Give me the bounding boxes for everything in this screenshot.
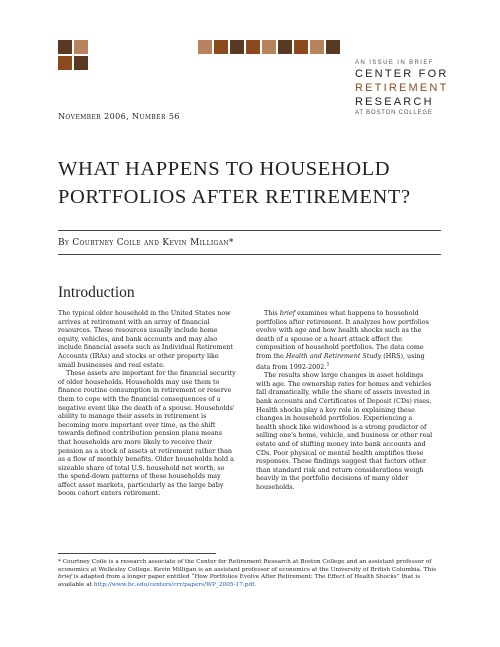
brand-square xyxy=(326,40,340,54)
brand-square xyxy=(58,40,72,54)
brand-square xyxy=(262,40,276,54)
brand-square xyxy=(74,40,88,54)
right-column xyxy=(256,309,434,492)
brand-square xyxy=(74,56,88,70)
text-run: examines what happens to household portfolios after retirement. It analyzes how portfolios evolve with age and how health shocks such as the death of a spouse or a heart attack affect the composition of household portfolios. The data come from the xyxy=(256,309,429,360)
brand-square xyxy=(198,40,212,54)
brand-logo xyxy=(355,60,465,116)
brand-line-2: RETIREMENT xyxy=(355,82,449,94)
brand-line-3: RESEARCH xyxy=(355,96,434,108)
brand-square xyxy=(294,40,308,54)
paragraph: The typical older household in the United States now arrives at retirement with an array of financial resources. These resources usually include home equity, vehicles, and bank accounts and may also include financial assets such as Individual Retirement Accounts (IRAs) and stocks or other property like small businesses and real estate. xyxy=(58,309,233,369)
text-run: (HRS), using data from 1992-2002. xyxy=(256,351,425,371)
paragraph: These assets are important for the financial security of older households. Households may use them to finance routine consumption in retirement or reserve them to cope with the financial consequences of a negative event like the death of a spouse. Households' ability to manage their assets in retirement is becoming more important over time, as the shift towards defined contribution pension plans means that households are more likely to receive their pension as a stock of assets at retirement rather than as a flow of monthly benefits. Older households hold a sizeable share of total U.S. household net worth, so the spend-down patterns of these households may affect asset markets, particularly as the large baby boom cohort enters retirement. xyxy=(58,369,236,498)
brand-square xyxy=(214,40,228,54)
emphasis: brief xyxy=(279,309,296,317)
divider xyxy=(58,254,441,255)
paper-link[interactable]: http://www.bc.edu/centers/crr/papers/WP_2005-17.pdf xyxy=(93,581,255,588)
page-title: WHAT HAPPENS TO HOUSEHOLD PORTFOLIOS AFTER RETIREMENT? xyxy=(58,158,411,208)
issue-date-number: November 2006, Number 56 xyxy=(58,112,180,121)
brand-square xyxy=(230,40,244,54)
footnote-marker: 1 xyxy=(326,361,330,368)
text-run: * Courtney Coile is a research associate of the Center for Retirement Research at Boston College and an assistant professor of economics at Wellesley College. Kevin Milligan is an assistant professor of economics at the University of British Columbia. This xyxy=(58,559,437,573)
divider xyxy=(58,230,441,231)
brand-line-1: CENTER FOR xyxy=(355,68,449,80)
left-column xyxy=(58,309,236,498)
brand-square xyxy=(246,40,260,54)
emphasis: Health and Retirement Study xyxy=(285,351,382,360)
brand-square xyxy=(58,56,72,70)
authors-line: By Courtney Coile and Kevin Milligan* xyxy=(58,238,234,248)
text-run: is adapted from a longer paper entitled “How Portfolios Evolve After Retirement: The Effect of Health Shocks” that is available at xyxy=(58,574,421,588)
paragraph xyxy=(256,309,434,371)
brand-square xyxy=(310,40,324,54)
footnote xyxy=(58,559,446,589)
emphasis: brief xyxy=(58,574,72,581)
text-run: . xyxy=(254,581,256,588)
text-run: This xyxy=(264,309,280,317)
paragraph: The results show large changes in asset holdings with age. The ownership rates for homes and vehicles fall dramatically, while the share of assets invested in bank accounts and Certificates of Deposit (CDs) rises. Health shocks play a key role in explaining these changes in household portfolios. Experiencing a health shock like widowhood is a strong predictor of selling one's home, vehicle, and business or other real estate and of shifting money into bank accounts and CDs. Poor physical or mental health amplifies these responses. These findings suggest that factors other than standard risk and return considerations weigh heavily in the portfolio decisions of many older households. xyxy=(256,371,433,491)
brand-square xyxy=(278,40,292,54)
brand-affiliation: AT BOSTON COLLEGE xyxy=(355,110,433,116)
footnote-divider xyxy=(58,553,216,554)
section-heading: Introduction xyxy=(58,284,135,301)
brand-squares-decoration xyxy=(58,40,348,82)
brand-tagline: AN ISSUE IN BRIEF xyxy=(355,60,434,66)
